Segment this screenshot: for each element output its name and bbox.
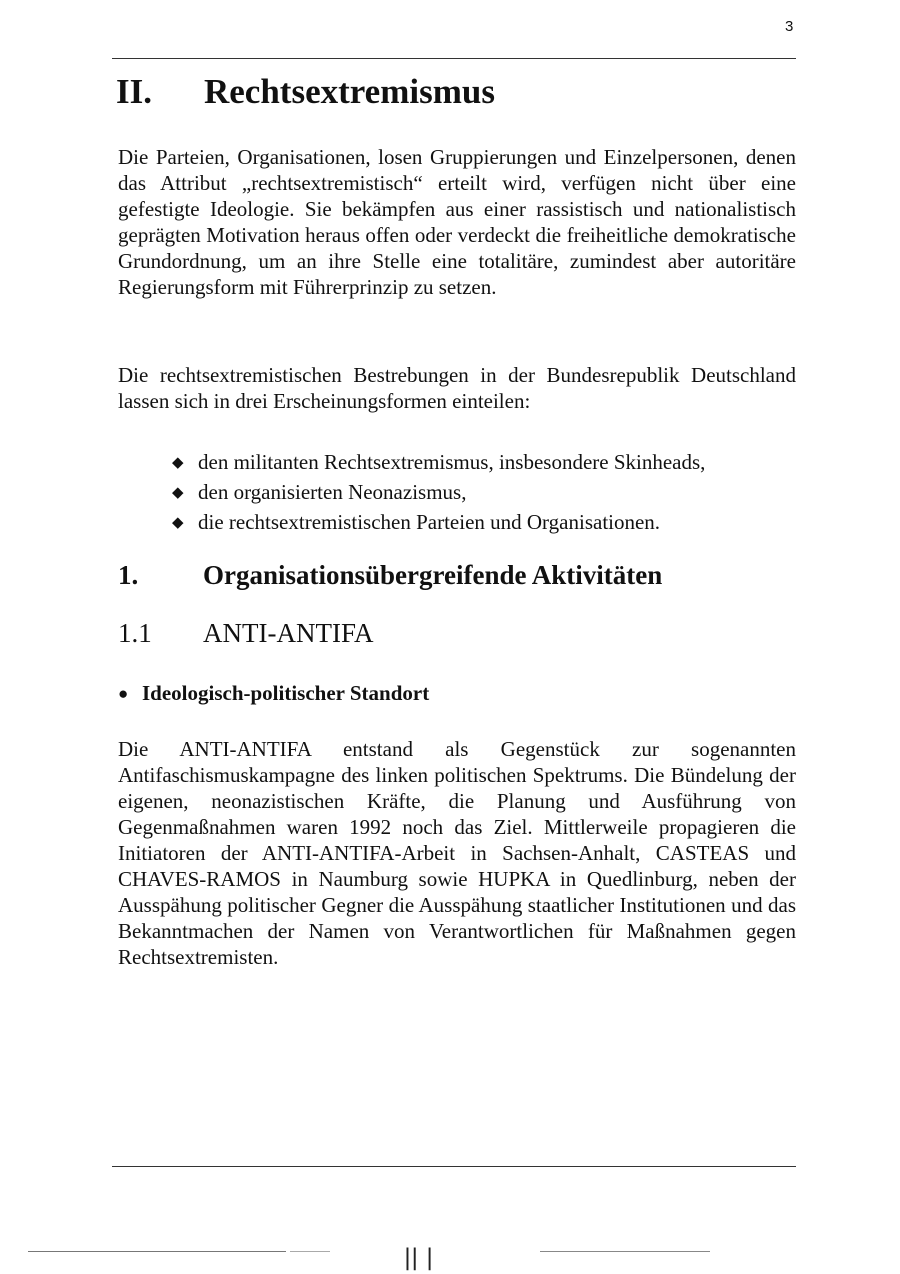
forms-paragraph: Die rechtsextremistischen Bestrebungen in der Bundesrepublik Deutschland lassen sich in drei Erscheinungsformen einteilen: [118, 363, 796, 413]
anti-antifa-paragraph: Die ANTI-ANTIFA entstand als Gegenstück zur sogenannten Antifaschismuskampagne des linken politischen Spektrums. Die Bündelung der eigenen, neonazistischen Kräfte, die Planung und Ausführung von Gegenmaßnahmen waren 1992 noch das Ziel. Mittlerweile propagieren die Initiatoren der ANTI-ANTIFA-Arbeit in Sachsen-Anhalt, CASTEAS und CHAVES-RAMOS in Naumburg sowie HUPKA in Quedlinburg, neben der Ausspähung politischer Gegner die Ausspähung staatlicher Institutionen und das Bekanntmachen der Namen von Verantwortlichen für Maßnahmen gegen Rechtsextremisten. [118, 737, 796, 969]
header-rule [112, 58, 796, 59]
chapter-title: Rechtsextremismus [204, 72, 495, 111]
section-title: Organisationsübergreifende Aktivitäten [203, 560, 663, 590]
section-number: 1. [118, 560, 139, 590]
list-item [172, 478, 705, 508]
diamond-bullet-icon: ◆ [172, 515, 184, 531]
subheading [118, 681, 429, 706]
diamond-bullet-icon: ◆ [172, 455, 184, 471]
scan-line [290, 1251, 330, 1252]
list-item-text: den militanten Rechtsextremismus, insbesondere Skinheads, [198, 450, 706, 474]
subheading-title: Ideologisch-politischer Standort [142, 681, 430, 705]
list-item-text: den organisierten Neonazismus, [198, 480, 467, 504]
list-item [172, 508, 705, 538]
forms-list [172, 448, 705, 538]
chapter-heading [116, 72, 495, 112]
list-item-text: die rechtsextremistischen Parteien und Organisationen. [198, 510, 661, 534]
scan-marks: || | [404, 1244, 434, 1271]
section-heading-1-1 [118, 618, 373, 649]
scan-line [28, 1251, 286, 1252]
section-title: ANTI-ANTIFA [203, 618, 374, 648]
section-number: 1.1 [118, 618, 152, 648]
scan-line [540, 1251, 710, 1252]
round-bullet-icon: ● [118, 684, 129, 703]
page-number: 3 [785, 18, 794, 35]
footer-rule [112, 1166, 796, 1167]
diamond-bullet-icon: ◆ [172, 485, 184, 501]
intro-paragraph: Die Parteien, Organisationen, losen Gruppierungen und Einzelpersonen, denen das Attribut „rechtsextremistisch“ erteilt wird, verfügen nicht über eine gefestigte Ideologie. Sie bekämpfen aus einer rassistisch und nationalistisch geprägten Motivation heraus offen oder verdeckt die freiheitliche demokratische Grundordnung, um an ihre Stelle eine totalitäre, zumindest aber autoritäre Regierungsform mit Führerprinzip zu setzen. [118, 145, 796, 299]
section-heading-1 [118, 560, 662, 591]
list-item [172, 448, 705, 478]
chapter-number: II. [116, 72, 152, 111]
